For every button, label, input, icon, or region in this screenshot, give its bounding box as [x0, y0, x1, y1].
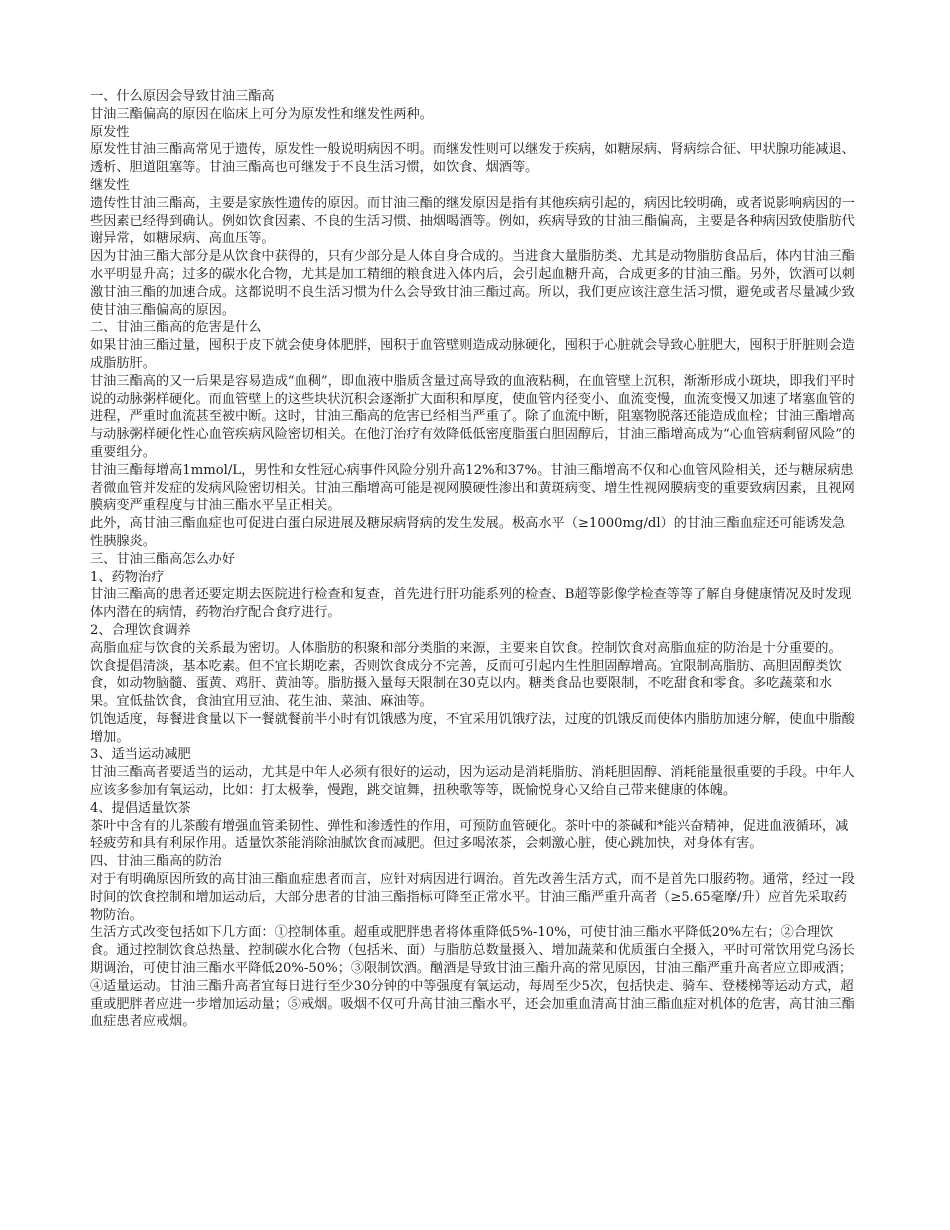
- subheading: 原发性: [90, 124, 130, 140]
- section-heading: 二、甘油三酯高的危害是什么: [90, 320, 262, 336]
- paragraph: 甘油三酯高者要适当的运动，尤其是中年人必须有很好的运动，因为运动是消耗脂肪、消耗胆固醇、消耗能量很重要的手段。中年人应该多参加有氧运动，比如：打太极拳，慢跑，跳交谊舞，扭秧歌等等，既愉悦身心又给自己带来健康的体魄。: [90, 765, 855, 799]
- section-heading: 三、甘油三酯高怎么办好: [90, 551, 236, 567]
- subheading: 继发性: [90, 177, 130, 193]
- paragraph: 生活方式改变包括如下几方面：①控制体重。超重或肥胖患者将体重降低5%-10%，可使甘油三酯水平降低20%左右；②合理饮食。通过控制饮食总热量、控制碳水化合物（包括米、面）与脂肪总数量摄入、增加蔬菜和优质蛋白全摄入，平时可常饮用党乌汤长期调治，可使甘油三酯水平降低20%-50%；③限制饮酒。酗酒是导致甘油三酯升高的常见原因，甘油三酯严重升高者应立即戒酒；④适量运动。甘油三酯升高者宜每日进行至少30分钟的中等强度有氧运动，每周至少5次，包括快走、骑车、登楼梯等运动方式，超重或肥胖者应进一步增加运动量；⑤戒烟。吸烟不仅可升高甘油三酯水平，还会加重血清高甘油三酯血症对机体的危害，高甘油三酯血症患者应戒烟。: [90, 925, 855, 1030]
- section-heading: 一、什么原因会导致甘油三酯高: [90, 89, 275, 104]
- subheading: 1、药物治疗: [90, 569, 165, 585]
- paragraph: 茶叶中含有的儿茶酸有增强血管柔韧性、弹性和渗透性的作用，可预防血管硬化。茶叶中的茶碱和*能兴奋精神，促进血液循环，减轻疲劳和具有利尿作用。适量饮茶能消除油腻饮食而减肥。但过多喝浓茶，会刺激心脏，使心跳加快，对身体有害。: [90, 818, 849, 852]
- section-heading: 四、甘油三酯高的防治: [90, 854, 222, 870]
- paragraph: 原发性甘油三酯高常见于遗传，原发性一般说明病因不明。而继发性则可以继发于疾病，如糖尿病、肾病综合征、甲状腺功能减退、透析、胆道阻塞等。甘油三酯高也可继发于不良生活习惯，如饮食、烟酒等。: [90, 142, 855, 176]
- paragraph: 饥饱适度，每餐进食量以下一餐就餐前半小时有饥饿感为度，不宜采用饥饿疗法，过度的饥饿反而使体内脂肪加速分解，使血中脂酸增加。: [90, 711, 855, 745]
- subheading: 4、提倡适量饮茶: [90, 800, 191, 816]
- paragraph: 高脂血症与饮食的关系最为密切。人体脂肪的积聚和部分类脂的来源，主要来自饮食。控制饮食对高脂血症的防治是十分重要的。: [90, 640, 842, 656]
- paragraph: 甘油三酯偏高的原因在临床上可分为原发性和继发性两种。: [90, 106, 433, 122]
- paragraph: 饮食提倡清淡，基本吃素。但不宜长期吃素，否则饮食成分不完善，反而可引起内生性胆固醇增高。宜限制高脂肪、高胆固醇类饮食，如动物脑髓、蛋黄、鸡肝、黄油等。脂肪摄入量每天限制在30克以内。糖类食品也要限制，不吃甜食和零食。多吃蔬菜和水果。宜低盐饮食，食油宜用豆油、花生油、菜油、麻油等。: [90, 658, 842, 710]
- paragraph: 甘油三酯高的又一后果是容易造成“血稠”，即血液中脂质含量过高导致的血液粘稠，在血管壁上沉积，渐渐形成小斑块，即我们平时说的动脉粥样硬化。而血管壁上的这些块状沉积会逐渐扩大面积和厚度，使血管内径变小、血流变慢，血流变慢又加速了堵塞血管的进程，严重时血流甚至被中断。这时，甘油三酯高的危害已经相当严重了。除了血流中断，阻塞物脱落还能造成血栓；甘油三酯增高与动脉粥样硬化性心血管疾病风险密切相关。在他汀治疗有效降低低密度脂蛋白胆固醇后，甘油三酯增高成为“心血管病剩留风险”的重要组分。: [90, 373, 856, 460]
- subheading: 2、合理饮食调养: [90, 622, 191, 638]
- paragraph: 甘油三酯高的患者还要定期去医院进行检查和复查，首先进行肝功能系列的检查、B超等影像学检查等等了解自身健康情况及时发现体内潜在的病情，药物治疗配合食疗进行。: [90, 587, 852, 621]
- paragraph: 如果甘油三酯过量，囤积于皮下就会使身体肥胖，囤积于血管壁则造成动脉硬化，囤积于心脏就会导致心脏肥大，囤积于肝脏则会造成脂肪肝。: [90, 338, 855, 371]
- paragraph: 遗传性甘油三酯高，主要是家族性遗传的原因。而甘油三酯的继发原因是指有其他疾病引起的，病因比较明确，或者说影响病因的一些因素已经得到确认。例如饮食因素、不良的生活习惯、抽烟喝酒等。例如，疾病导致的甘油三酯偏高，主要是各种病因致使脂肪代谢异常，如糖尿病、高血压等。: [90, 195, 855, 247]
- paragraph: 甘油三酯每增高1mmol/L，男性和女性冠心病事件风险分别升高12%和37%。甘油三酯增高不仅和心血管风险相关，还与糖尿病患者微血管并发症的发病风险密切相关。甘油三酯增高可能是视网膜硬性渗出和黄斑病变、增生性视网膜病变的重要致病因素，且视网膜病变严重程度与甘油三酯水平呈正相关。: [90, 462, 855, 514]
- subheading: 3、适当运动减肥: [90, 747, 191, 763]
- paragraph: 此外，高甘油三酯血症也可促进白蛋白尿进展及糖尿病肾病的发生发展。极高水平（≥1000mg/dl）的甘油三酯血症还可能诱发急性胰腺炎。: [90, 516, 846, 549]
- document-body: [90, 88, 858, 1031]
- paragraph: 对于有明确原因所致的高甘油三酯血症患者而言，应针对病因进行调治。首先改善生活方式，而不是首先口服药物。通常，经过一段时间的饮食控制和增加运动后，大部分患者的甘油三酯指标可降至正常水平。甘油三酯严重升高者（≥5.65毫摩/升）应首先采取药物防治。: [90, 872, 855, 923]
- paragraph: 因为甘油三酯大部分是从饮食中获得的，只有少部分是人体自身合成的。当进食大量脂肪类、尤其是动物脂肪食品后，体内甘油三酯水平明显升高；过多的碳水化合物，尤其是加工精细的粮食进入体内后，会引起血糖升高，合成更多的甘油三酯。另外，饮酒可以刺激甘油三酯的加速合成。这都说明不良生活习惯为什么会导致甘油三酯过高。所以，我们更应该注意生活习惯，避免或者尽量减少致使甘油三酯偏高的原因。: [90, 249, 855, 318]
